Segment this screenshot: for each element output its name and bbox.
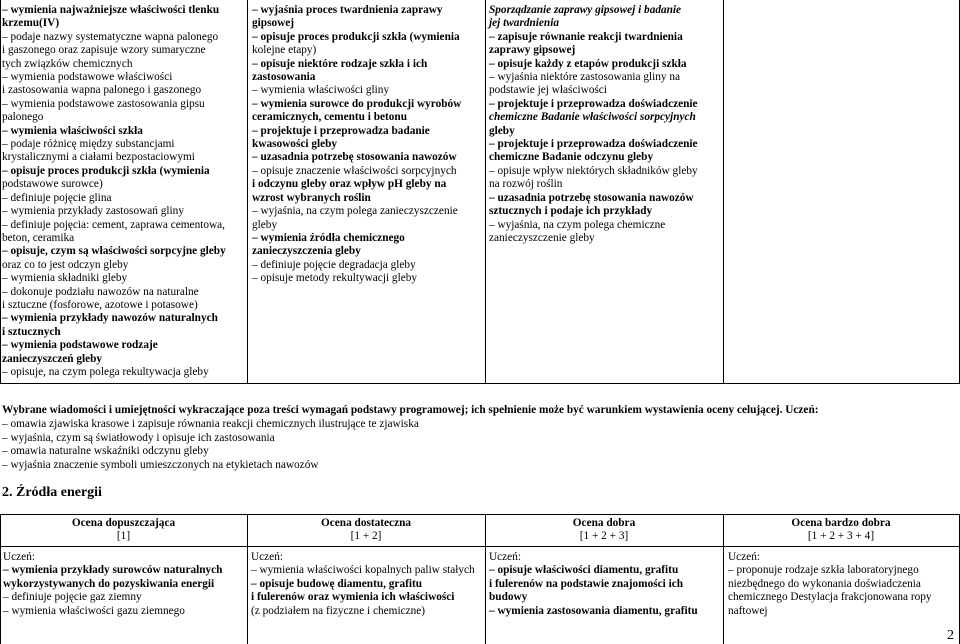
requirement-line: zanieczyszczenia gleby <box>252 245 361 258</box>
requirement-line: – dokonuje podziału nawozów na naturalne <box>2 285 199 298</box>
requirement-line: chemiczne Badanie właściwości sorpcyjnych <box>489 111 696 124</box>
requirement-line: i fulerenów oraz wymienia ich właściwości <box>251 591 455 604</box>
requirement-line: i fulerenów na podstawie znajomości ich <box>489 577 684 590</box>
student-label: Uczeń: <box>251 551 283 563</box>
requirement-line: – uzasadnia potrzebę stosowania nawozów <box>252 151 457 164</box>
requirement-line: – opisuje znaczenie właściwości sorpcyjnych <box>252 164 457 177</box>
excellent-grade-item: – omawia naturalne wskaźniki odczynu gleby <box>2 445 209 458</box>
requirement-line: niezbędnego do wykonania doświadczenia <box>728 577 921 590</box>
requirement-line: i sztuczne (fosforowe, azotowe i potasowe) <box>2 298 198 311</box>
requirement-line: gipsowej <box>252 17 295 30</box>
header-title: Ocena bardzo dobra <box>791 517 891 529</box>
section-title: 2. Źródła energii <box>2 485 102 500</box>
requirement-line: – podaje nazwy systematyczne wapna palonego <box>2 30 219 43</box>
requirement-line: – projektuje i przeprowadza badanie <box>252 124 430 137</box>
requirement-line: Sporządzanie zaprawy gipsowej i badanie <box>489 4 682 16</box>
requirement-line: oraz co to jest odczyn gleby <box>2 258 129 271</box>
column-grade-1 <box>2 4 234 379</box>
requirement-line: – opisuje, czym są właściwości sorpcyjne gleby <box>2 245 226 258</box>
requirement-line: – definiuje pojęcia: cement, zaprawa cementowa, <box>2 218 226 231</box>
requirement-line: wykorzystywanych do pozyskiwania energii <box>3 577 215 590</box>
excellent-grade-intro: Wybrane wiadomości i umiejętności wykraczające poza treści wymagań podstawy programowej; ich spełnienie może być warunkiem wystawienia oceny celującej. Uczeń: <box>2 404 819 416</box>
page-number: 2 <box>947 628 954 643</box>
requirement-line: zastosowania <box>252 71 316 84</box>
requirement-line: tych związków chemicznych <box>2 57 133 70</box>
cell-grade-2 <box>251 551 483 618</box>
requirement-line: podstawie jej właściwości <box>489 84 607 97</box>
requirement-line: – wymienia przykłady surowców naturalnych <box>3 564 223 577</box>
requirement-line: – podaje różnicę między substancjami <box>2 138 175 151</box>
column-grade-3 <box>489 4 719 245</box>
requirement-line: – wyjaśnia niektóre zastosowania gliny na <box>489 71 681 84</box>
cell-grade-1-items <box>3 564 245 618</box>
table-divider-1 <box>247 0 248 384</box>
requirement-line: zanieczyszczeń gleby <box>2 352 103 365</box>
requirement-line: – opisuje proces produkcji szkła (wymienia <box>252 30 460 43</box>
header-sub: [1] <box>116 530 131 543</box>
cell-grade-3 <box>489 551 721 618</box>
requirement-line: – wymienia surowce do produkcji wyrobów <box>252 97 462 110</box>
requirement-line: – opisuje niektóre rodzaje szkła i ich <box>252 57 428 70</box>
requirement-line: – wymienia składniki gleby <box>2 272 128 285</box>
requirement-line: palonego <box>2 111 44 124</box>
requirement-line: – wymienia właściwości gliny <box>252 84 390 97</box>
excellent-grade-list <box>0 418 960 473</box>
column-grade-2 <box>252 4 487 286</box>
requirement-line: – wymienia podstawowe rodzaje <box>2 339 158 352</box>
header-title: Ocena dobra <box>572 517 636 529</box>
header-row-divider <box>0 546 960 547</box>
requirement-line: chemiczne Badanie odczynu gleby <box>489 151 654 164</box>
requirement-line: – wymienia właściwości kopalnych paliw stałych <box>251 564 475 577</box>
requirement-line: zaprawy gipsowej <box>489 44 576 57</box>
header-grade-4 <box>723 517 959 544</box>
requirement-line: i gaszonego oraz zapisuje wzory sumaryczne <box>2 44 206 57</box>
cell-grade-3-items <box>489 564 721 618</box>
header-sub: [1 + 2 + 3 + 4] <box>807 530 875 543</box>
cell-grade-4 <box>728 551 956 618</box>
header-title: Ocena dopuszczająca <box>71 517 176 529</box>
student-label: Uczeń: <box>3 551 35 563</box>
requirement-line: naftowej <box>728 604 768 617</box>
requirement-line: – definiuje pojęcie glina <box>2 191 112 204</box>
requirement-line: kolejne etapy) <box>252 44 317 57</box>
excellent-grade-section <box>0 404 960 473</box>
requirement-line: jej twardnienia <box>489 17 559 30</box>
requirement-line: i zastosowania wapna palonego i gaszonego <box>2 84 202 97</box>
requirement-line: beton, ceramika <box>2 231 75 244</box>
requirement-line: – projektuje i przeprowadza doświadczenie <box>489 97 698 110</box>
requirement-line: – opisuje metody rekultywacji gleby <box>252 272 418 285</box>
requirement-line: (z podziałem na fizyczne i chemiczne) <box>251 604 426 617</box>
requirement-line: – wymienia zastosowania diamentu, grafitu <box>489 604 698 617</box>
requirement-line: budowy <box>489 591 528 604</box>
requirement-line: – opisuje budowę diamentu, grafitu <box>251 577 423 590</box>
requirement-line: – wyjaśnia, na czym polega chemiczne <box>489 218 666 231</box>
requirement-line: – wymienia przykłady zastosowań gliny <box>2 205 184 218</box>
excellent-grade-item: – wyjaśnia, czym są światłowody i opisuje ich zastosowania <box>2 431 275 444</box>
table-border-top <box>0 514 960 515</box>
requirement-line: – definiuje pojęcie gaz ziemny <box>3 591 142 604</box>
cell-grade-2-items <box>251 564 483 618</box>
requirement-line: i sztucznych <box>2 325 61 338</box>
header-grade-2 <box>247 517 485 544</box>
requirement-line: krzemu(IV) <box>2 17 60 30</box>
requirement-line: kwasowości gleby <box>252 138 338 151</box>
header-sub: [1 + 2] <box>350 530 382 543</box>
requirement-line: – opisuje, na czym polega rekultywacja gleby <box>2 365 209 378</box>
excellent-grade-item: – omawia zjawiska krasowe i zapisuje równania reakcji chemicznych ilustrujące te zjawiska <box>2 417 419 430</box>
cell-grade-4-items <box>728 564 956 618</box>
requirements-table-bottom <box>0 514 960 644</box>
header-title: Ocena dostateczna <box>320 517 412 529</box>
requirement-line: – wyjaśnia proces twardnienia zaprawy <box>252 4 443 16</box>
requirement-line: krystalicznymi a ciałami bezpostaciowymi <box>2 151 195 164</box>
requirement-line: – wymienia przykłady nawozów naturalnych <box>2 312 218 325</box>
requirement-line: – wymienia podstawowe zastosowania gipsu <box>2 97 205 110</box>
requirement-line: sztucznych i podaje ich przykłady <box>489 205 653 218</box>
requirement-line: gleby <box>252 218 278 231</box>
student-label: Uczeń: <box>489 551 521 563</box>
requirement-line: – wymienia właściwości gazu ziemnego <box>3 604 185 617</box>
requirement-line: – opisuje proces produkcji szkła (wymienia <box>2 164 210 177</box>
requirement-line: gleby <box>489 124 515 137</box>
header-grade-3 <box>485 517 723 544</box>
student-label: Uczeń: <box>728 551 760 563</box>
requirement-line: wzrost wybranych roślin <box>252 191 371 204</box>
requirement-line: – projektuje i przeprowadza doświadczenie <box>489 138 698 151</box>
requirement-line: – proponuje rodzaje szkła laboratoryjnego <box>728 564 919 577</box>
requirement-line: – wymienia właściwości szkła <box>2 124 143 137</box>
header-grade-1 <box>0 517 247 544</box>
requirement-line: – opisuje właściwości diamentu, grafitu <box>489 564 679 577</box>
header-sub: [1 + 2 + 3] <box>579 530 629 543</box>
requirement-line: ceramicznych, cementu i betonu <box>252 111 407 124</box>
requirement-line: – wymienia podstawowe właściwości <box>2 71 173 84</box>
requirement-line: i odczynu gleby oraz wpływ pH gleby na <box>252 178 447 191</box>
requirement-line: – wymienia najważniejsze właściwości tlenku <box>2 4 220 16</box>
requirement-line: – opisuje wpływ niektórych składników gleby <box>489 164 698 177</box>
requirement-line: – zapisuje równanie reakcji twardnienia <box>489 30 683 43</box>
requirement-line: – opisuje każdy z etapów produkcji szkła <box>489 57 687 70</box>
requirement-line: – wymienia źródła chemicznego <box>252 231 405 244</box>
requirement-line: – definiuje pojęcie degradacja gleby <box>252 258 416 271</box>
requirement-line: – wyjaśnia, na czym polega zanieczyszczenie <box>252 205 458 218</box>
table-divider-3 <box>723 0 724 384</box>
cell-grade-1 <box>3 551 245 618</box>
requirement-line: – uzasadnia potrzebę stosowania nawozów <box>489 191 694 204</box>
table-border-left <box>0 0 1 384</box>
requirement-line: zanieczyszczenie gleby <box>489 231 595 244</box>
table-border-bottom <box>0 383 960 384</box>
requirement-line: na rozwój roślin <box>489 178 563 191</box>
excellent-grade-item: – wyjaśnia znaczenie symboli umieszczonych na etykietach nawozów <box>2 459 319 472</box>
requirement-line: podstawowe surowce) <box>2 178 103 191</box>
requirement-line: chemicznego Destylacja frakcjonowana ropy <box>728 591 932 604</box>
